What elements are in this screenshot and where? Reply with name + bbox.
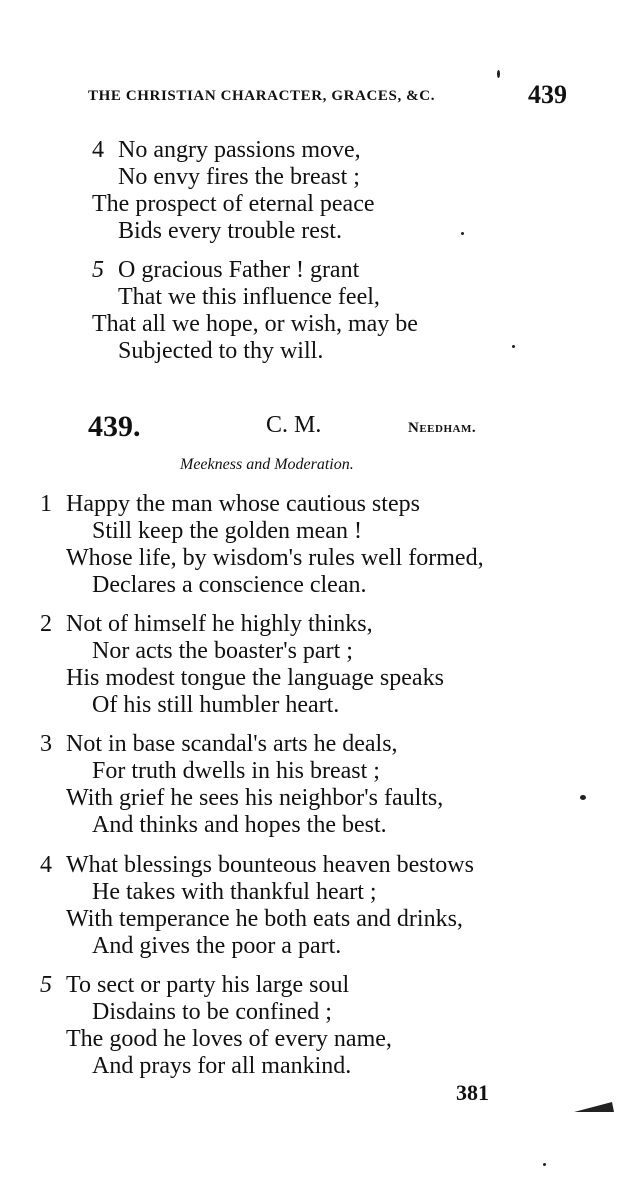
scan-smudge <box>574 1100 614 1114</box>
scan-speck <box>512 345 515 348</box>
stanza-number: 5 <box>40 972 52 998</box>
verse-line: Nor acts the boaster's part ; <box>92 638 353 664</box>
verse-line: With grief he sees his neighbor's faults, <box>66 785 444 811</box>
header-page-number: 439 <box>528 80 567 109</box>
hymn-meter: C. M. <box>266 412 322 438</box>
verse-line: He takes with thankful heart ; <box>92 879 377 905</box>
stanza-number: 4 <box>92 137 104 163</box>
verse-line: The good he loves of every name, <box>66 1026 392 1052</box>
scan-speck <box>543 1163 546 1166</box>
stanza-number: 1 <box>40 491 52 517</box>
hymn-subtitle: Meekness and Moderation. <box>180 456 354 473</box>
verse-line: For truth dwells in his breast ; <box>92 758 380 784</box>
stanza-number: 4 <box>40 852 52 878</box>
verse-line: Disdains to be confined ; <box>92 999 332 1025</box>
verse-line: And prays for all mankind. <box>92 1053 352 1079</box>
verse-line: The prospect of eternal peace <box>92 191 375 217</box>
scan-speck <box>497 70 500 78</box>
verse-line: Subjected to thy will. <box>118 338 324 364</box>
verse-line: And thinks and hopes the best. <box>92 812 387 838</box>
verse-line: That all we hope, or wish, may be <box>92 311 418 337</box>
verse-line: Whose life, by wisdom's rules well formed, <box>66 545 484 571</box>
running-title: THE CHRISTIAN CHARACTER, GRACES, &C. <box>88 88 436 104</box>
verse-line: His modest tongue the language speaks <box>66 665 444 691</box>
verse-line: No angry passions move, <box>118 137 361 163</box>
scan-speck <box>461 232 464 235</box>
verse-line: Declares a conscience clean. <box>92 572 367 598</box>
verse-line: Bids every trouble rest. <box>118 218 342 244</box>
verse-line: Not of himself he highly thinks, <box>66 611 373 637</box>
scan-speck <box>580 795 586 800</box>
stanza-number: 2 <box>40 611 52 637</box>
verse-line: No envy fires the breast ; <box>118 164 360 190</box>
stanza-number: 3 <box>40 731 52 757</box>
verse-line: Not in base scandal's arts he deals, <box>66 731 398 757</box>
verse-line: Happy the man whose cautious steps <box>66 491 420 517</box>
hymn-author: Needham. <box>408 420 477 436</box>
stanza-number: 5 <box>92 257 104 283</box>
verse-line: And gives the poor a part. <box>92 933 342 959</box>
verse-line: Of his still humbler heart. <box>92 692 340 718</box>
verse-line: That we this influence feel, <box>118 284 380 310</box>
verse-line: O gracious Father ! grant <box>118 257 360 283</box>
hymn-number: 439. <box>88 410 141 443</box>
verse-line: With temperance he both eats and drinks, <box>66 906 463 932</box>
verse-line: To sect or party his large soul <box>66 972 350 998</box>
footer-page-number: 381 <box>456 1080 489 1105</box>
verse-line: Still keep the golden mean ! <box>92 518 362 544</box>
verse-line: What blessings bounteous heaven bestows <box>66 852 474 878</box>
